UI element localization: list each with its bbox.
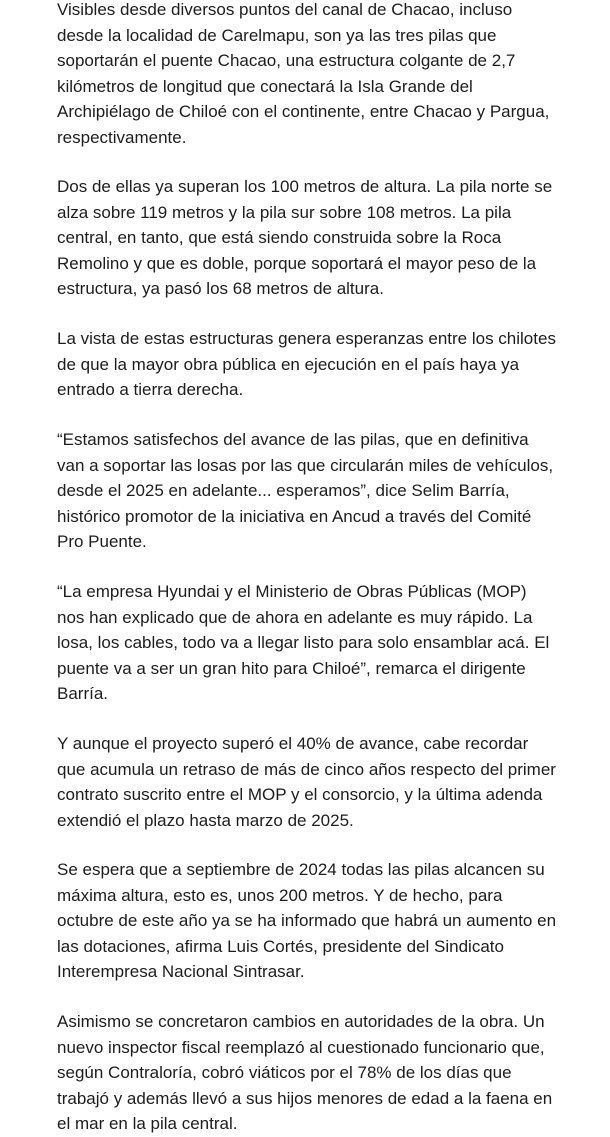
paragraph-5: “La empresa Hyundai y el Ministerio de Obras Públicas (MOP) nos han explicado que de ahora en adelante es muy rápido. La losa, los cables, todo va a llegar listo para solo ensamblar acá. El puente va a ser un gran hito para Chiloé”, remarca el dirigente Barría. bbox=[57, 582, 550, 703]
paragraph-2: Dos de ellas ya superan los 100 metros de altura. La pila norte se alza sobre 119 metros y la pila sur sobre 108 metros. La pila central, en tanto, que está siendo construida sobre la Roca Remolino y que es doble, porque soportará el mayor peso de la estructura, ya pasó los 68 metros de altura. bbox=[57, 177, 553, 298]
paragraph-6: Y aunque el proyecto superó el 40% de avance, cabe recordar que acumula un retraso de más de cinco años respecto del primer contrato suscrito entre el MOP y el consorcio, y la última adenda extendió el plazo hasta marzo de 2025. bbox=[57, 734, 556, 830]
paragraph-3: La vista de estas estructuras genera esperanzas entre los chilotes de que la mayor obra pública en ejecución en el país haya ya entrado a tierra derecha. bbox=[57, 329, 556, 399]
paragraph-1: Visibles desde diversos puntos del canal de Chacao, incluso desde la localidad de Carelmapu, son ya las tres pilas que soportarán el puente Chacao, una estructura colgante de 2,7 kilómetros de longitud que conectará la Isla Grande del Archipiélago de Chiloé con el continente, entre Chacao y Pargua, respectivamente. bbox=[57, 0, 550, 147]
paragraph-4: “Estamos satisfechos del avance de las pilas, que en definitiva van a soportar las losas por las que circularán miles de vehículos, desde el 2025 en adelante... esperamos”, dice Selim Barría, histórico promotor de la iniciativa en Ancud a través del Comité Pro Puente. bbox=[57, 430, 554, 551]
paragraph-8: Asimismo se concretaron cambios en autoridades de la obra. Un nuevo inspector fiscal reemplazó al cuestionado funcionario que, según Contraloría, cobró viáticos por el 78% de los días que trabajó y además llevó a sus hijos menores de edad a la faena en el mar en la pila central. bbox=[57, 1012, 553, 1133]
paragraph-7: Se espera que a septiembre de 2024 todas las pilas alcancen su máxima altura, esto es, unos 200 metros. Y de hecho, para octubre de este año ya se ha informado que habrá un aumento en las dotaciones, afirma Luis Cortés, presidente del Sindicato Interempresa Nacional Sintrasar. bbox=[57, 860, 557, 981]
